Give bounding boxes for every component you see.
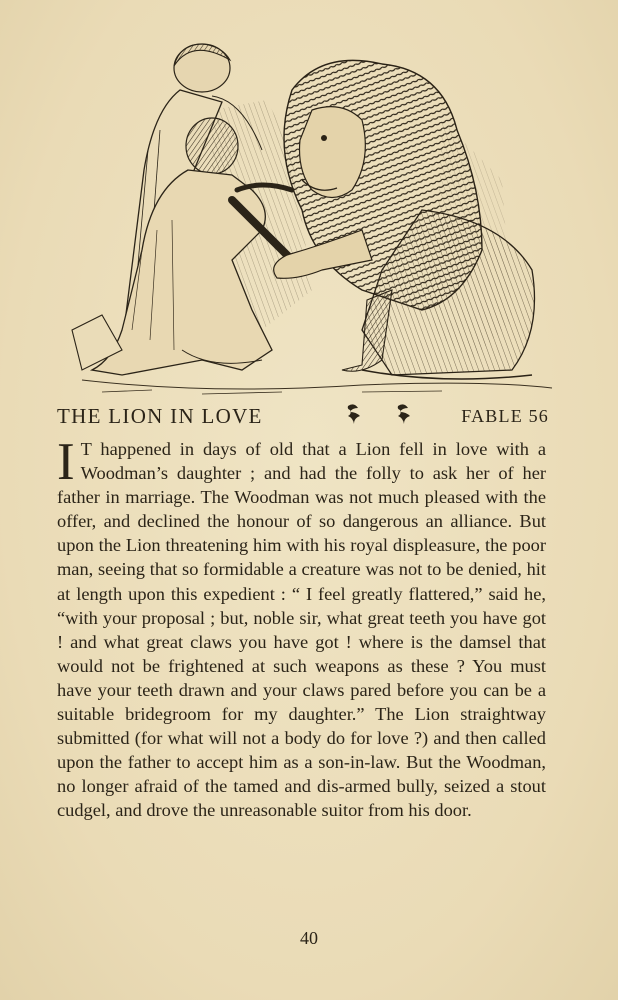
page-number: 40	[300, 928, 318, 948]
lion-engraving-illustration	[62, 30, 562, 400]
drop-cap-initial: I	[57, 433, 75, 491]
fable-number: FABLE 56	[461, 406, 549, 426]
fable-text: T happened in days of old that a Lion fell in love with a Woodman’s daughter ; and had the folly to ask her of her father in marriage. The Woodman was not much pleased with the offer, and declined the honour of so dangerous an alliance. But upon the Lion threatening him with his royal displeasure, the poor man, seeing that so formidable a creature was not to be denied, hit at length upon this expedient : “ I feel greatly flattered,” said he, “with your proposal ; but, noble sir, what great teeth you have got ! and what great claws you have got ! where is the damsel that would not be frightened at such weapons as these ? You must have your teeth drawn and your claws pared before you can be a suitable bridegroom for my daughter.” The Lion straightway submitted (for what will not a body do for love ?) and then called upon the father to accept him as a son-in-law. But the Woodman, no longer afraid of the tamed and dis-armed bully, seized a stout cudgel, and drove the unreasonable suitor from his door.	[57, 439, 546, 821]
leaf-ornament-icon	[394, 402, 414, 428]
leaf-ornament-icon	[344, 402, 364, 428]
fable-heading	[57, 402, 549, 436]
fable-title: THE LION IN LOVE	[57, 404, 263, 428]
fable-body	[57, 433, 546, 823]
